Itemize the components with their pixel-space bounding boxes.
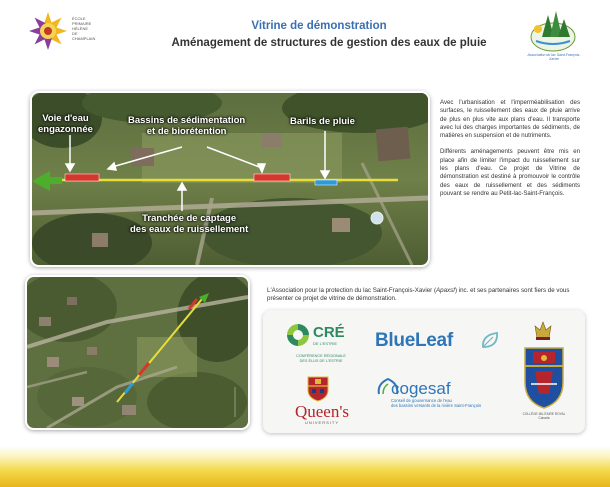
queens-shield-icon [307, 376, 329, 402]
cre-icon [285, 322, 311, 348]
description-paragraph-1: Avec l'urbanisation et l'imperméabilisation des surfaces, le ruissellement des eaux de pluie arrive de plus en plus vite aux plans d'eau. Il transporte avec lui des charges importantes de sédiments, de matières en suspension et de nutriments. [440, 99, 580, 140]
cogesaf-logo: cogesaf Conseil de gouvernance de l'eau des bassins versants de la rivière Saint-François [375, 376, 525, 422]
label-voie-eau: Voie d'eau engazonnée [38, 113, 93, 135]
partners-box [263, 310, 585, 433]
crown-crest-icon [523, 318, 563, 342]
decorative-bottom-band [0, 446, 610, 487]
rain-barrel [315, 180, 337, 185]
basin-left [65, 174, 99, 181]
label-tranchee: Tranchée de captage des eaux de ruissellement [130, 213, 249, 235]
blueleaf-logo: BlueLeaf [375, 330, 505, 354]
college-shield-icon [521, 344, 567, 410]
aerial-photo-bottom [25, 275, 250, 430]
association-logo [528, 7, 578, 55]
basin-right [254, 174, 290, 181]
page-subtitle: Aménagement de structures de gestion des eaux de pluie [171, 37, 487, 49]
leaf-icon [480, 330, 500, 350]
cre-estrie-logo: CRÉ DE L'ESTRIE CONFÉRENCE RÉGIONALE DES ÉLUS DE L'ESTRIE [283, 318, 355, 368]
military-college-logo: COLLÈGE MILITAIRE ROYAL Canada [521, 344, 567, 430]
description-text [440, 99, 580, 206]
description-paragraph-2: Différents aménagements peuvent être mis en place afin de limiter l'impact du ruissellement sur les plans d'eau. Ce projet de Vitrine de démonstration est destiné à promouvoir le contrôle des eaux de ruissellement et des sédiments pouvant se rendre au Petit-lac-Saint-François. [440, 148, 580, 197]
partners-intro-text: L'Association pour la protection du lac Saint-François-Xavier (Apaxsf) inc. et ses partenaires sont fiers de vous présenter ce projet de vitrine de démonstration. [267, 287, 570, 303]
aerial-photo-top [30, 91, 430, 267]
label-bassins: Bassins de sédimentation et de biorétention [128, 115, 246, 137]
tree-lake-icon [528, 7, 578, 55]
page-title: Vitrine de démonstration [251, 20, 387, 32]
label-barils: Barils de pluie [290, 116, 355, 127]
aerial-map-bottom [27, 277, 248, 428]
association-logo-text: Association du lac Saint-François-Xavier [527, 53, 581, 61]
school-logo-text: ÉCOLE PRIMAIRE HÉLÈNE DE CHAMPLAIN [72, 16, 96, 41]
queens-university-logo: Queen's UNIVERSITY [277, 376, 367, 428]
